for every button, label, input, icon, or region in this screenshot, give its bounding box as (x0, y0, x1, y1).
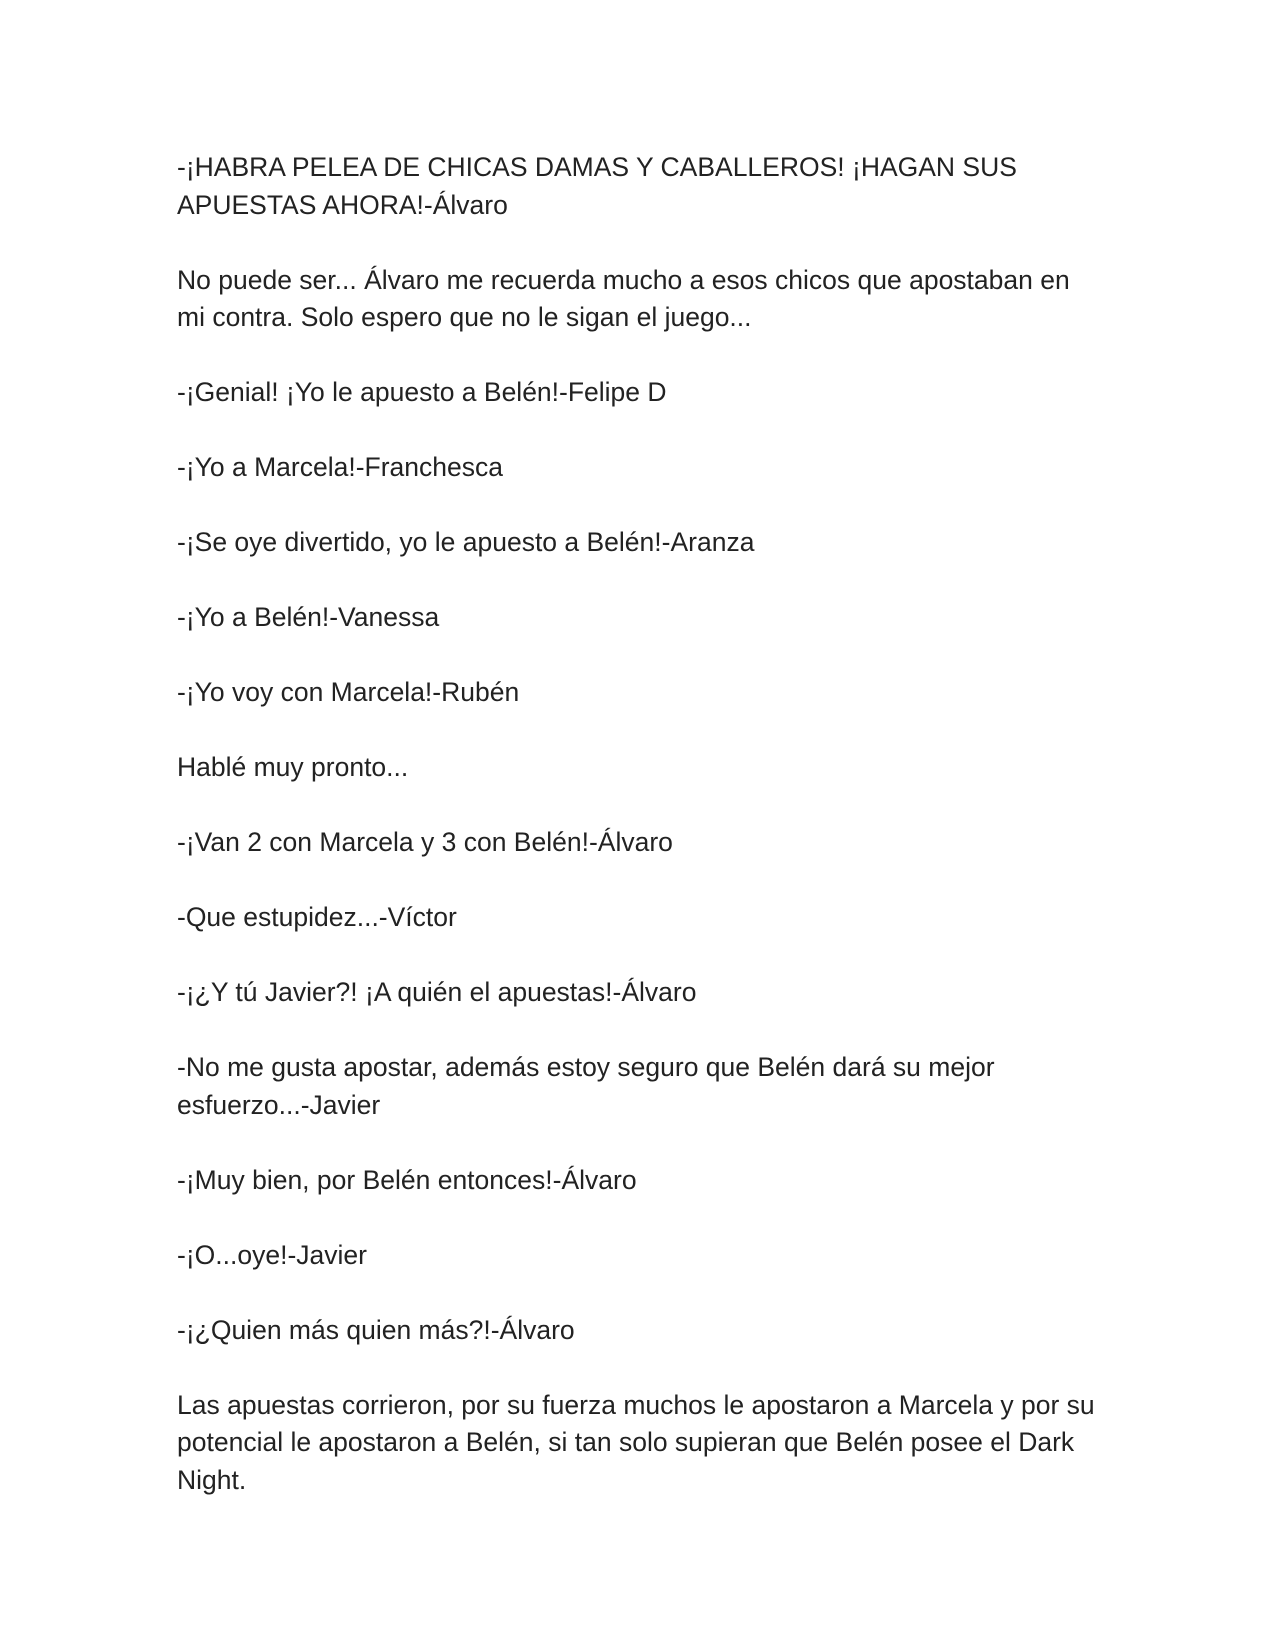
paragraph-9: -¡Van 2 con Marcela y 3 con Belén!-Álvaro (177, 827, 673, 857)
paragraph-10: -Que estupidez...-Víctor (177, 902, 457, 932)
paragraph-5: -¡Se oye divertido, yo le apuesto a Belén!-Aranza (177, 527, 755, 557)
paragraph-11: -¡¿Y tú Javier?! ¡A quién el apuestas!-Álvaro (177, 977, 697, 1007)
paragraph-2: No puede ser... Álvaro me recuerda mucho a esos chicos que apostaban en mi contra. Solo espero que no le sigan el juego... (177, 264, 1070, 332)
paragraph-1: -¡HABRA PELEA DE CHICAS DAMAS Y CABALLEROS! ¡HAGAN SUS APUESTAS AHORA!-Álvaro (177, 152, 1017, 220)
paragraph-4: -¡Yo a Marcela!-Franchesca (177, 452, 503, 482)
paragraph-7: -¡Yo voy con Marcela!-Rubén (177, 677, 520, 707)
paragraph-14: -¡O...oye!-Javier (177, 1239, 367, 1270)
paragraph-16: Las apuestas corrieron, por su fuerza muchos le apostaron a Marcela y por su potencial le apostaron a Belén, si tan solo supieran que Belén posee el Dark Night. (177, 1389, 1095, 1495)
paragraph-8: Hablé muy pronto... (177, 752, 409, 782)
paragraph-15: -¡¿Quien más quien más?!-Álvaro (177, 1314, 575, 1345)
paragraph-6: -¡Yo a Belén!-Vanessa (177, 602, 440, 632)
paragraph-3: -¡Genial! ¡Yo le apuesto a Belén!-Felipe D (177, 377, 667, 407)
paragraph-12: -No me gusta apostar, además estoy seguro que Belén dará su mejor esfuerzo...-Javier (177, 1052, 995, 1120)
paragraph-13: -¡Muy bien, por Belén entonces!-Álvaro (177, 1164, 637, 1195)
document-body (177, 149, 1097, 1499)
